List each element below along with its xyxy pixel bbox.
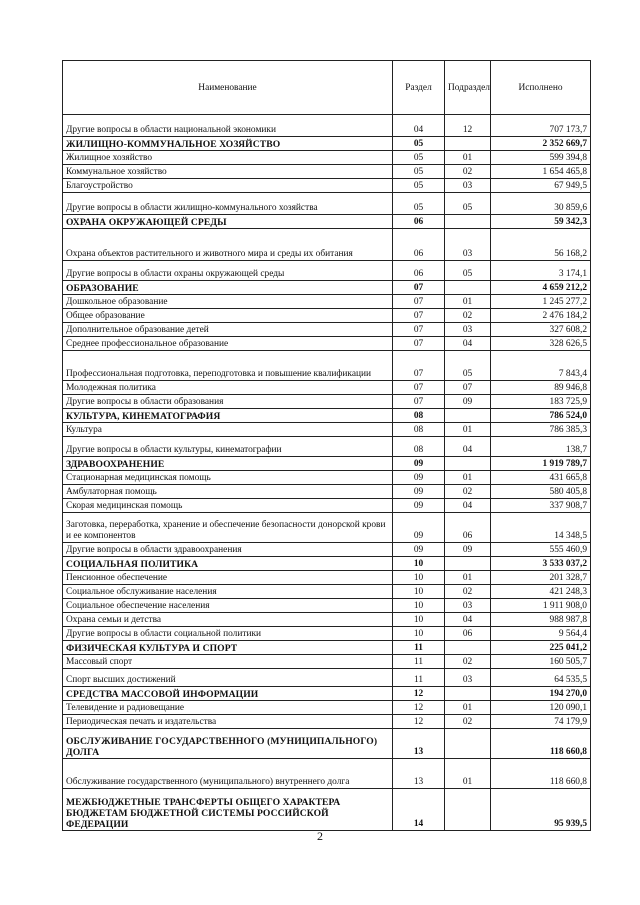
table-row (63, 485, 591, 499)
row-section: 09 (393, 513, 445, 543)
row-subsection: 03 (445, 599, 491, 613)
row-name: МЕЖБЮДЖЕТНЫЕ ТРАНСФЕРТЫ ОБЩЕГО ХАРАКТЕРА БЮДЖЕТАМ БЮДЖЕТНОЙ СИСТЕМЫ РОССИЙСКОЙ ФЕДЕРАЦИИ (63, 789, 393, 831)
table-row (63, 759, 591, 789)
table-section-row (63, 641, 591, 655)
row-name: Дополнительное образование детей (63, 323, 393, 337)
row-name: Пенсионное обеспечение (63, 571, 393, 585)
row-section: 10 (393, 571, 445, 585)
row-amount: 201 328,7 (491, 571, 591, 585)
row-section: 07 (393, 309, 445, 323)
row-subsection: 01 (445, 151, 491, 165)
row-name: Жилищное хозяйство (63, 151, 393, 165)
table-section-row (63, 729, 591, 759)
row-name: ОХРАНА ОКРУЖАЮЩЕЙ СРЕДЫ (63, 215, 393, 229)
header-executed: Исполнено (491, 61, 591, 115)
row-amount: 183 725,9 (491, 395, 591, 409)
table-row (63, 499, 591, 513)
row-subsection: 04 (445, 613, 491, 627)
row-subsection: 03 (445, 179, 491, 193)
table-row (63, 437, 591, 457)
row-name: Профессиональная подготовка, переподготовка и повышение квалификации (63, 351, 393, 381)
row-name: Молодежная политика (63, 381, 393, 395)
row-section: 07 (393, 323, 445, 337)
row-subsection: 01 (445, 571, 491, 585)
row-subsection: 02 (445, 655, 491, 669)
table-section-row (63, 557, 591, 571)
row-subsection: 05 (445, 193, 491, 215)
row-section: 07 (393, 295, 445, 309)
row-amount: 95 939,5 (491, 789, 591, 831)
row-name: ОБРАЗОВАНИЕ (63, 281, 393, 295)
row-subsection: 04 (445, 437, 491, 457)
row-subsection: 04 (445, 499, 491, 513)
row-amount: 599 394,8 (491, 151, 591, 165)
row-name: Стационарная медицинская помощь (63, 471, 393, 485)
table-row (63, 599, 591, 613)
row-name: Другие вопросы в области охраны окружающей среды (63, 261, 393, 281)
table-row (63, 513, 591, 543)
budget-table (62, 60, 591, 831)
row-section: 05 (393, 193, 445, 215)
row-section: 11 (393, 669, 445, 687)
row-name: Телевидение и радиовещание (63, 701, 393, 715)
row-name: Скорая медицинская помощь (63, 499, 393, 513)
row-subsection (445, 457, 491, 471)
row-subsection: 01 (445, 295, 491, 309)
row-section: 10 (393, 557, 445, 571)
table-row (63, 715, 591, 729)
table-row (63, 115, 591, 137)
table-section-row (63, 687, 591, 701)
row-amount: 118 660,8 (491, 729, 591, 759)
table-row (63, 395, 591, 409)
row-subsection (445, 215, 491, 229)
table-row (63, 295, 591, 309)
table-row (63, 229, 591, 261)
row-name: Социальное обеспечение населения (63, 599, 393, 613)
row-name: Другие вопросы в области жилищно-коммунального хозяйства (63, 193, 393, 215)
table-row (63, 655, 591, 669)
table-row (63, 669, 591, 687)
table-row (63, 381, 591, 395)
row-subsection: 04 (445, 337, 491, 351)
header-name: Наименование (63, 61, 393, 115)
row-section: 12 (393, 687, 445, 701)
row-amount: 74 179,9 (491, 715, 591, 729)
table-row (63, 151, 591, 165)
row-amount: 1 654 465,8 (491, 165, 591, 179)
row-name: Заготовка, переработка, хранение и обеспечение безопасности донорской крови и ее компонентов (63, 513, 393, 543)
row-amount: 56 168,2 (491, 229, 591, 261)
table-section-row (63, 215, 591, 229)
table-row (63, 471, 591, 485)
row-name: Благоустройство (63, 179, 393, 193)
row-section: 06 (393, 215, 445, 229)
row-name: Социальное обслуживание населения (63, 585, 393, 599)
row-subsection: 01 (445, 759, 491, 789)
row-amount: 118 660,8 (491, 759, 591, 789)
row-section: 04 (393, 115, 445, 137)
row-amount: 7 843,4 (491, 351, 591, 381)
row-section: 10 (393, 585, 445, 599)
row-name: Массовый спорт (63, 655, 393, 669)
row-subsection: 01 (445, 701, 491, 715)
row-subsection: 06 (445, 627, 491, 641)
table-row (63, 627, 591, 641)
row-section: 13 (393, 729, 445, 759)
table-row (63, 261, 591, 281)
table-row (63, 309, 591, 323)
row-amount: 89 946,8 (491, 381, 591, 395)
row-amount: 1 911 908,0 (491, 599, 591, 613)
row-section: 08 (393, 409, 445, 423)
row-name: Другие вопросы в области социальной политики (63, 627, 393, 641)
row-subsection (445, 687, 491, 701)
row-section: 07 (393, 281, 445, 295)
row-name: Другие вопросы в области культуры, кинематографии (63, 437, 393, 457)
row-name: СРЕДСТВА МАССОВОЙ ИНФОРМАЦИИ (63, 687, 393, 701)
row-amount: 3 533 037,2 (491, 557, 591, 571)
row-subsection: 12 (445, 115, 491, 137)
row-subsection: 02 (445, 165, 491, 179)
row-amount: 225 041,2 (491, 641, 591, 655)
row-amount: 580 405,8 (491, 485, 591, 499)
row-section: 09 (393, 471, 445, 485)
table-row (63, 165, 591, 179)
row-subsection: 05 (445, 261, 491, 281)
row-amount: 555 460,9 (491, 543, 591, 557)
row-amount: 786 524,0 (491, 409, 591, 423)
row-name: Коммунальное хозяйство (63, 165, 393, 179)
row-section: 05 (393, 137, 445, 151)
row-section: 10 (393, 627, 445, 641)
row-section: 10 (393, 613, 445, 627)
row-amount: 14 348,5 (491, 513, 591, 543)
row-section: 10 (393, 599, 445, 613)
row-section: 08 (393, 423, 445, 437)
row-section: 05 (393, 179, 445, 193)
table-row (63, 351, 591, 381)
table-row (63, 613, 591, 627)
row-name: Спорт высших достижений (63, 669, 393, 687)
row-amount: 64 535,5 (491, 669, 591, 687)
row-amount: 9 564,4 (491, 627, 591, 641)
row-section: 07 (393, 337, 445, 351)
row-subsection: 03 (445, 669, 491, 687)
header-section: Раздел (393, 61, 445, 115)
row-section: 11 (393, 655, 445, 669)
header-subsection: Подраздел (445, 61, 491, 115)
row-section: 08 (393, 437, 445, 457)
row-subsection: 06 (445, 513, 491, 543)
row-amount: 431 665,8 (491, 471, 591, 485)
table-header-row (63, 61, 591, 115)
row-name: Охрана семьи и детства (63, 613, 393, 627)
row-section: 09 (393, 543, 445, 557)
row-subsection: 05 (445, 351, 491, 381)
row-name: Общее образование (63, 309, 393, 323)
row-name: Среднее профессиональное образование (63, 337, 393, 351)
row-name: КУЛЬТУРА, КИНЕМАТОГРАФИЯ (63, 409, 393, 423)
row-section: 07 (393, 351, 445, 381)
row-amount: 2 476 184,2 (491, 309, 591, 323)
row-section: 05 (393, 165, 445, 179)
row-name: Другие вопросы в области образования (63, 395, 393, 409)
table-row (63, 193, 591, 215)
row-subsection: 03 (445, 323, 491, 337)
table-row (63, 337, 591, 351)
row-name: Обслуживание государственного (муниципального) внутреннего долга (63, 759, 393, 789)
row-section: 05 (393, 151, 445, 165)
row-section: 12 (393, 701, 445, 715)
table-row (63, 585, 591, 599)
row-amount: 1 245 277,2 (491, 295, 591, 309)
row-subsection: 01 (445, 423, 491, 437)
row-name: СОЦИАЛЬНАЯ ПОЛИТИКА (63, 557, 393, 571)
table-section-row (63, 409, 591, 423)
row-section: 09 (393, 499, 445, 513)
row-amount: 194 270,0 (491, 687, 591, 701)
row-amount: 786 385,3 (491, 423, 591, 437)
row-subsection: 01 (445, 471, 491, 485)
row-name: ЗДРАВООХРАНЕНИЕ (63, 457, 393, 471)
row-subsection (445, 789, 491, 831)
row-amount: 3 174,1 (491, 261, 591, 281)
row-subsection (445, 641, 491, 655)
row-section: 09 (393, 457, 445, 471)
row-subsection: 02 (445, 715, 491, 729)
row-section: 12 (393, 715, 445, 729)
row-name: Периодическая печать и издательства (63, 715, 393, 729)
row-name: ЖИЛИЩНО-КОММУНАЛЬНОЕ ХОЗЯЙСТВО (63, 137, 393, 151)
row-amount: 337 908,7 (491, 499, 591, 513)
table-section-row (63, 789, 591, 831)
row-amount: 2 352 669,7 (491, 137, 591, 151)
row-subsection: 03 (445, 229, 491, 261)
row-name: Амбулаторная помощь (63, 485, 393, 499)
table-row (63, 571, 591, 585)
row-subsection: 02 (445, 485, 491, 499)
row-name: Другие вопросы в области национальной экономики (63, 115, 393, 137)
row-amount: 120 090,1 (491, 701, 591, 715)
row-section: 07 (393, 381, 445, 395)
row-section: 14 (393, 789, 445, 831)
row-name: Дошкольное образование (63, 295, 393, 309)
row-amount: 1 919 789,7 (491, 457, 591, 471)
row-name: ОБСЛУЖИВАНИЕ ГОСУДАРСТВЕННОГО (МУНИЦИПАЛЬНОГО) ДОЛГА (63, 729, 393, 759)
row-subsection (445, 557, 491, 571)
row-subsection (445, 137, 491, 151)
page-number: 2 (317, 829, 323, 843)
row-subsection (445, 409, 491, 423)
row-amount: 4 659 212,2 (491, 281, 591, 295)
row-subsection: 09 (445, 395, 491, 409)
row-name: Культура (63, 423, 393, 437)
table-section-row (63, 281, 591, 295)
table-section-row (63, 137, 591, 151)
row-name: ФИЗИЧЕСКАЯ КУЛЬТУРА И СПОРТ (63, 641, 393, 655)
row-subsection (445, 729, 491, 759)
table-row (63, 543, 591, 557)
row-amount: 59 342,3 (491, 215, 591, 229)
row-subsection: 09 (445, 543, 491, 557)
row-name: Другие вопросы в области здравоохранения (63, 543, 393, 557)
row-section: 06 (393, 261, 445, 281)
table-body (63, 115, 591, 831)
row-section: 13 (393, 759, 445, 789)
row-subsection (445, 281, 491, 295)
table-section-row (63, 457, 591, 471)
table-row (63, 423, 591, 437)
row-subsection: 07 (445, 381, 491, 395)
row-amount: 138,7 (491, 437, 591, 457)
row-amount: 327 608,2 (491, 323, 591, 337)
row-amount: 67 949,5 (491, 179, 591, 193)
row-section: 07 (393, 395, 445, 409)
table-row (63, 701, 591, 715)
row-section: 09 (393, 485, 445, 499)
row-amount: 421 248,3 (491, 585, 591, 599)
row-name: Охрана объектов растительного и животного мира и среды их обитания (63, 229, 393, 261)
row-amount: 328 626,5 (491, 337, 591, 351)
row-amount: 30 859,6 (491, 193, 591, 215)
table-row (63, 179, 591, 193)
row-section: 11 (393, 641, 445, 655)
row-section: 06 (393, 229, 445, 261)
row-subsection: 02 (445, 585, 491, 599)
row-subsection: 02 (445, 309, 491, 323)
table-row (63, 323, 591, 337)
row-amount: 160 505,7 (491, 655, 591, 669)
row-amount: 707 173,7 (491, 115, 591, 137)
row-amount: 988 987,8 (491, 613, 591, 627)
